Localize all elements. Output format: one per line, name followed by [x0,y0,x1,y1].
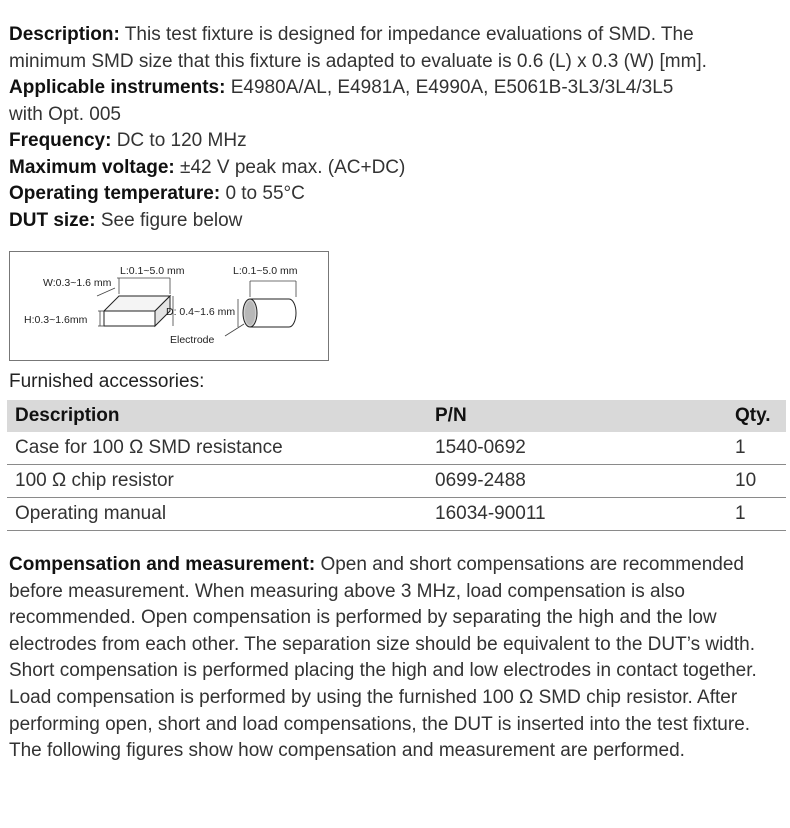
frequency-label: Frequency: [9,130,112,151]
description-label: Description: [9,24,120,45]
description-line-2 [9,49,784,76]
description-line-1 [9,22,784,49]
frequency-value: DC to 120 MHz [116,130,247,151]
spec-list [9,22,784,234]
table-row [7,432,786,465]
voltage-label: Maximum voltage: [9,156,175,178]
temperature-label: Operating temperature: [9,183,221,204]
instruments-text-2: with Opt. 005 [9,103,121,125]
frequency-line [9,128,784,155]
row-part-number: 16034-90011 [427,498,735,531]
electrode-label: Electrode [170,334,215,346]
header-part-number: P/N [427,400,735,432]
row-part-number: 1540-0692 [427,432,735,465]
instruments-text-1: E4980A/AL, E4981A, E4990A, E5061B-3L3/3L4/3L5 [230,77,674,98]
dut-size-label: DUT size: [9,209,96,231]
dut-size-figure [9,251,329,361]
header-quantity: Qty. [735,400,786,432]
row-quantity: 1 [735,432,786,465]
compensation-label: Compensation and measurement: [9,554,316,575]
width-label: W:0.3~1.6 mm [43,277,112,289]
cylindrical-chip-shape [243,299,296,327]
instruments-line-1 [9,75,784,102]
row-quantity: 1 [735,498,786,531]
rectangular-chip-shape [104,296,170,326]
table-row [7,465,786,498]
temperature-value: 0 to 55°C [225,183,305,204]
description-text-1: This test fixture is designed for impedance evaluations of SMD. The [124,24,694,45]
instruments-label: Applicable instruments: [9,77,226,98]
temperature-line [9,181,784,208]
dut-size-line [9,208,784,235]
length-label-cylinder: L:0.1~5.0 mm [233,265,298,277]
row-description: 100 Ω chip resistor [7,465,427,498]
row-description: Operating manual [7,498,427,531]
row-description: Case for 100 Ω SMD resistance [7,432,427,465]
dut-size-value: See figure below [100,209,243,231]
length-label-rect: L:0.1~5.0 mm [120,265,185,277]
header-description: Description [7,400,427,432]
compensation-paragraph [9,552,781,765]
diameter-label: D: 0.4~1.6 mm [166,306,236,318]
accessories-title: Furnished accessories: [9,371,205,392]
dut-size-diagram [10,252,330,362]
row-quantity: 10 [735,465,786,498]
height-label: H:0.3~1.6mm [24,314,88,326]
accessories-table [7,400,786,531]
table-row [7,498,786,531]
compensation-text: Open and short compensations are recommended before measurement. When measuring above 3 MHz, load compensation is also recommended. Open compensation is performed by separating the high and the low electrodes from each other. The separation size should be equivalent to the DUT’s width. Short compensation is performed placing the high and low electrodes in contact together. Load compensation is performed by using the furnished 100 Ω SMD chip resistor. After performing open, short and load compensations, the DUT is inserted into the test fixture. The following figures show how compensation and measurement are performed. [9,554,757,762]
voltage-value: ±42 V peak max. (AC+DC) [180,156,406,178]
row-part-number: 0699-2488 [427,465,735,498]
description-text-2: minimum SMD size that this fixture is adapted to evaluate is 0.6 (L) x 0.3 (W) [mm]. [9,50,707,72]
voltage-line [9,155,784,182]
instruments-line-2 [9,102,784,129]
table-header-row [7,400,786,432]
